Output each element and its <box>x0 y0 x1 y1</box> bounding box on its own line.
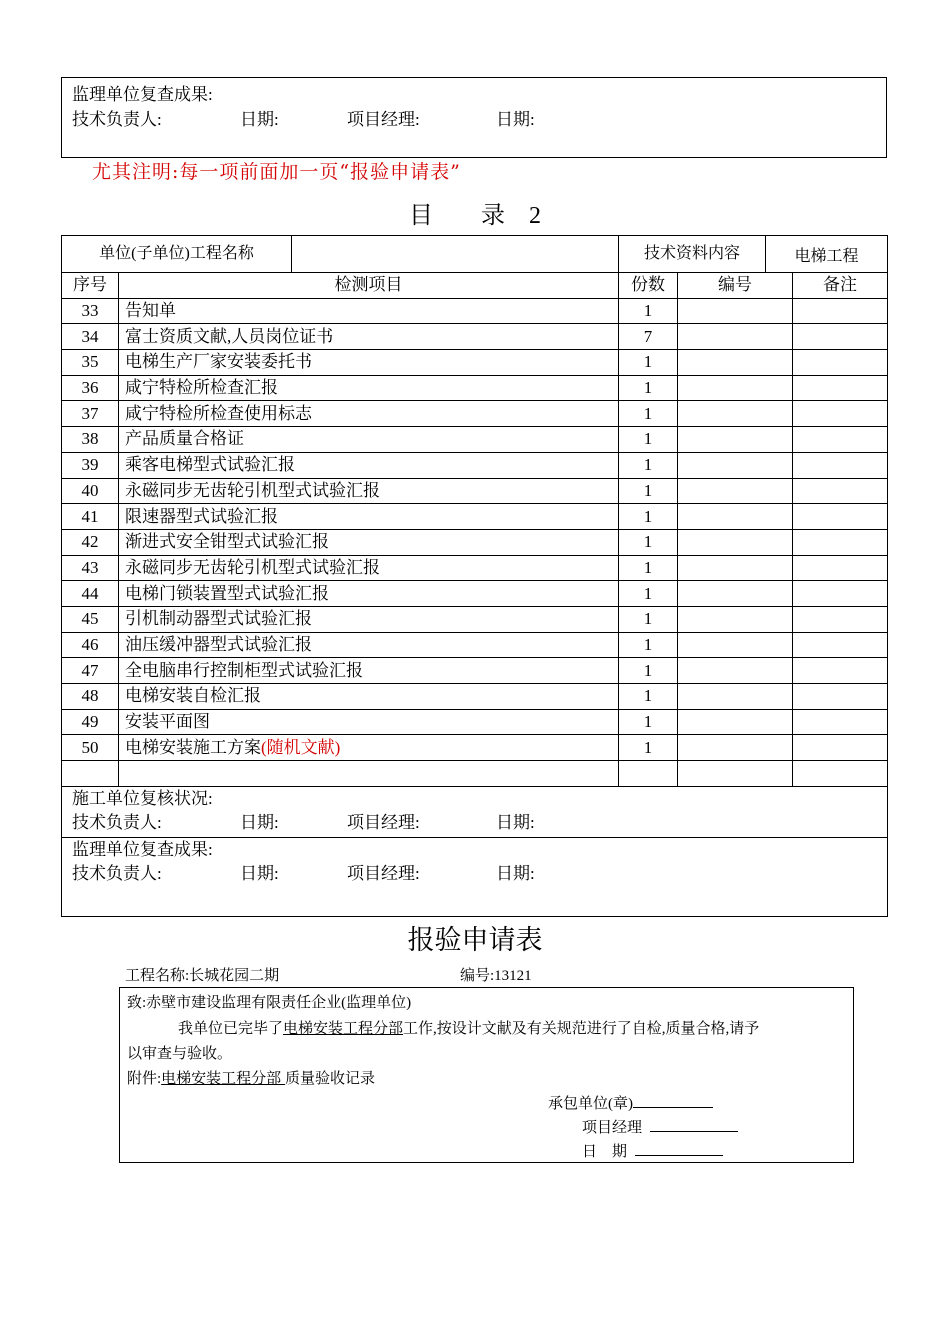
row-item-text: 引机制动器型式试验汇报 <box>125 609 312 629</box>
col-header-number: 编号 <box>678 273 793 299</box>
row-item <box>119 401 619 427</box>
row-item-text: 安装平面图 <box>125 712 210 732</box>
table-row <box>62 709 888 735</box>
row-remark <box>793 298 888 324</box>
toc-rows <box>62 298 888 760</box>
unit-name-value <box>292 236 619 273</box>
table-row <box>62 298 888 324</box>
project-name: 工程名称:长城花园二期 <box>125 968 280 984</box>
table-row <box>62 350 888 376</box>
date-blank[interactable] <box>635 1141 723 1156</box>
row-item <box>119 658 619 684</box>
body-line-2: 以审查与验收。 <box>127 1046 233 1062</box>
row-count: 1 <box>619 606 678 632</box>
row-code <box>678 452 793 478</box>
date-label: 日期: <box>240 863 279 883</box>
row-remark <box>793 324 888 350</box>
row-count: 1 <box>619 658 678 684</box>
row-count: 1 <box>619 427 678 453</box>
row-item <box>119 504 619 530</box>
top-review-title: 监理单位复查成果: <box>72 85 213 104</box>
top-review-box <box>61 77 887 158</box>
row-item <box>119 375 619 401</box>
row-count: 1 <box>619 504 678 530</box>
table-row <box>62 452 888 478</box>
attachment-suffix: 质量验收记录 <box>284 1071 375 1087</box>
row-count: 1 <box>619 401 678 427</box>
row-number: 33 <box>62 298 119 324</box>
row-code <box>678 478 793 504</box>
row-code <box>678 684 793 710</box>
row-number: 50 <box>62 735 119 761</box>
row-remark <box>793 529 888 555</box>
form-number: 编号:13121 <box>460 968 532 984</box>
row-number: 41 <box>62 504 119 530</box>
row-count: 1 <box>619 298 678 324</box>
construction-review-title: 施工单位复核状况: <box>72 788 213 808</box>
col-header-no: 序号 <box>62 273 119 299</box>
row-code <box>678 709 793 735</box>
table-row <box>62 529 888 555</box>
row-item <box>119 632 619 658</box>
row-code <box>678 529 793 555</box>
row-item <box>119 298 619 324</box>
row-item-text: 产品质量合格证 <box>125 429 244 449</box>
row-remark <box>793 658 888 684</box>
attachment-subproject: 电梯安装工程分部 <box>161 1071 285 1087</box>
row-count: 1 <box>619 581 678 607</box>
row-number: 37 <box>62 401 119 427</box>
row-number: 34 <box>62 324 119 350</box>
body-prefix: 我单位已完毕了 <box>178 1021 284 1037</box>
project-manager-label: 项目经理: <box>347 110 420 129</box>
row-count: 1 <box>619 735 678 761</box>
row-remark <box>793 350 888 376</box>
row-item-text: 电梯生产厂家安装委托书 <box>125 352 312 372</box>
row-number: 42 <box>62 529 119 555</box>
table-row <box>62 581 888 607</box>
attachment-prefix: 附件: <box>127 1071 162 1087</box>
table-row <box>62 684 888 710</box>
row-count: 1 <box>619 375 678 401</box>
top-signature-row <box>62 105 888 129</box>
toc-header-row <box>62 236 888 273</box>
row-number: 47 <box>62 658 119 684</box>
row-code <box>678 735 793 761</box>
row-item-text: 永磁同步无齿轮引机型式试验汇报 <box>125 480 380 500</box>
row-remark <box>793 684 888 710</box>
row-remark <box>793 632 888 658</box>
table-row <box>62 606 888 632</box>
content-label: 技术资料内容 <box>619 236 766 273</box>
row-item-text: 富士资质文献,人员岗位证书 <box>125 326 334 346</box>
unit-name-label: 单位(子单位)工程名称 <box>62 236 292 273</box>
row-code <box>678 350 793 376</box>
project-manager-label: 项目经理: <box>347 863 420 883</box>
date-label: 日期: <box>240 812 279 832</box>
row-item-text: 电梯安装施工方案 <box>125 737 261 757</box>
toc-column-header-row <box>62 273 888 299</box>
row-item-text: 全电脑串行控制柜型式试验汇报 <box>125 660 363 680</box>
row-remark <box>793 478 888 504</box>
row-item-text: 乘客电梯型式试验汇报 <box>125 455 295 475</box>
row-item <box>119 350 619 376</box>
row-count: 1 <box>619 350 678 376</box>
row-item <box>119 427 619 453</box>
row-remark <box>793 375 888 401</box>
date-signature <box>582 1140 723 1161</box>
form-title: 报验申请表 <box>407 925 543 955</box>
row-count: 1 <box>619 478 678 504</box>
row-number: 44 <box>62 581 119 607</box>
pm-blank[interactable] <box>650 1117 738 1132</box>
row-number: 46 <box>62 632 119 658</box>
date-label: 日期: <box>496 110 535 129</box>
construction-review-row <box>62 786 888 837</box>
row-number: 48 <box>62 684 119 710</box>
row-item <box>119 684 619 710</box>
row-code <box>678 606 793 632</box>
row-item <box>119 452 619 478</box>
row-item-text: 告知单 <box>125 301 176 321</box>
date-label: 日期: <box>496 812 535 832</box>
contractor-blank[interactable] <box>633 1093 713 1108</box>
row-item-note: (随机文献) <box>261 737 341 757</box>
body-line-1 <box>178 1017 759 1038</box>
table-row <box>62 324 888 350</box>
row-number: 38 <box>62 427 119 453</box>
table-row <box>62 632 888 658</box>
inspection-request-form <box>119 987 854 1163</box>
row-item-text: 电梯门锁装置型式试验汇报 <box>125 583 329 603</box>
row-remark <box>793 555 888 581</box>
tech-lead-label: 技术负责人: <box>72 812 162 832</box>
content-value: 电梯工程 <box>766 236 888 273</box>
row-count: 7 <box>619 324 678 350</box>
row-remark <box>793 401 888 427</box>
row-remark <box>793 735 888 761</box>
tech-lead-label: 技术负责人: <box>72 110 162 129</box>
attachment-line <box>127 1067 375 1088</box>
row-count: 1 <box>619 529 678 555</box>
row-item-text: 渐进式安全钳型式试验汇报 <box>125 532 329 552</box>
contractor-signature <box>548 1092 713 1113</box>
tech-lead-label: 技术负责人: <box>72 863 162 883</box>
row-item <box>119 581 619 607</box>
row-code <box>678 427 793 453</box>
row-remark <box>793 606 888 632</box>
row-number: 36 <box>62 375 119 401</box>
row-number: 39 <box>62 452 119 478</box>
row-code <box>678 581 793 607</box>
project-manager-label: 项目经理: <box>347 812 420 832</box>
row-remark <box>793 427 888 453</box>
date-label: 日期: <box>496 863 535 883</box>
row-code <box>678 298 793 324</box>
row-item-text: 油压缓冲器型式试验汇报 <box>125 634 312 654</box>
table-row <box>62 735 888 761</box>
row-code <box>678 504 793 530</box>
row-number: 43 <box>62 555 119 581</box>
col-header-item: 检测项目 <box>119 273 619 299</box>
table-row <box>62 555 888 581</box>
date-label: 日 期 <box>582 1144 628 1160</box>
row-number: 40 <box>62 478 119 504</box>
supervision-review-row <box>62 837 888 916</box>
row-item-text: 限速器型式试验汇报 <box>125 506 278 526</box>
row-code <box>678 324 793 350</box>
body-suffix: 工作,按设计文献及有关规范进行了自检,质量合格,请予 <box>403 1021 760 1037</box>
table-row <box>62 401 888 427</box>
col-header-count: 份数 <box>619 273 678 299</box>
contractor-label: 承包单位(章) <box>548 1096 633 1112</box>
row-item-text: 电梯安装自检汇报 <box>125 686 261 706</box>
date-label: 日期: <box>240 110 279 129</box>
row-remark <box>793 709 888 735</box>
row-code <box>678 375 793 401</box>
red-note: 尤其注明:每一项前面加一页“报验申请表” <box>92 161 461 183</box>
row-number: 35 <box>62 350 119 376</box>
row-item-text: 咸宁特检所检查汇报 <box>125 378 278 398</box>
row-count: 1 <box>619 555 678 581</box>
construction-signature-row <box>62 811 888 835</box>
row-code <box>678 401 793 427</box>
row-count: 1 <box>619 709 678 735</box>
addressee-line: 致:赤壁市建设监理有限责任企业(监理单位) <box>127 995 412 1011</box>
pm-signature <box>582 1116 738 1137</box>
table-row <box>62 504 888 530</box>
row-remark <box>793 504 888 530</box>
row-item <box>119 555 619 581</box>
supervision-review-title: 监理单位复查成果: <box>72 839 213 859</box>
row-code <box>678 632 793 658</box>
row-code <box>678 658 793 684</box>
row-remark <box>793 452 888 478</box>
row-item <box>119 735 619 761</box>
table-row <box>62 427 888 453</box>
row-item <box>119 529 619 555</box>
table-row <box>62 478 888 504</box>
table-row <box>62 375 888 401</box>
row-item <box>119 324 619 350</box>
row-count: 1 <box>619 452 678 478</box>
row-item <box>119 478 619 504</box>
body-subproject: 电梯安装工程分部 <box>283 1021 404 1037</box>
col-header-remark: 备注 <box>793 273 888 299</box>
row-item-text: 咸宁特检所检查使用标志 <box>125 403 312 423</box>
table-row-empty <box>62 761 888 787</box>
row-number: 45 <box>62 606 119 632</box>
row-remark <box>793 581 888 607</box>
supervision-signature-row <box>62 862 888 886</box>
pm-label: 项目经理 <box>582 1120 643 1136</box>
toc-table <box>61 235 888 917</box>
row-count: 1 <box>619 684 678 710</box>
row-item-text: 永磁同步无齿轮引机型式试验汇报 <box>125 557 380 577</box>
row-number: 49 <box>62 709 119 735</box>
row-item <box>119 606 619 632</box>
row-count: 1 <box>619 632 678 658</box>
table-row <box>62 658 888 684</box>
toc-title: 目 录 2 <box>409 203 541 229</box>
row-code <box>678 555 793 581</box>
row-item <box>119 709 619 735</box>
